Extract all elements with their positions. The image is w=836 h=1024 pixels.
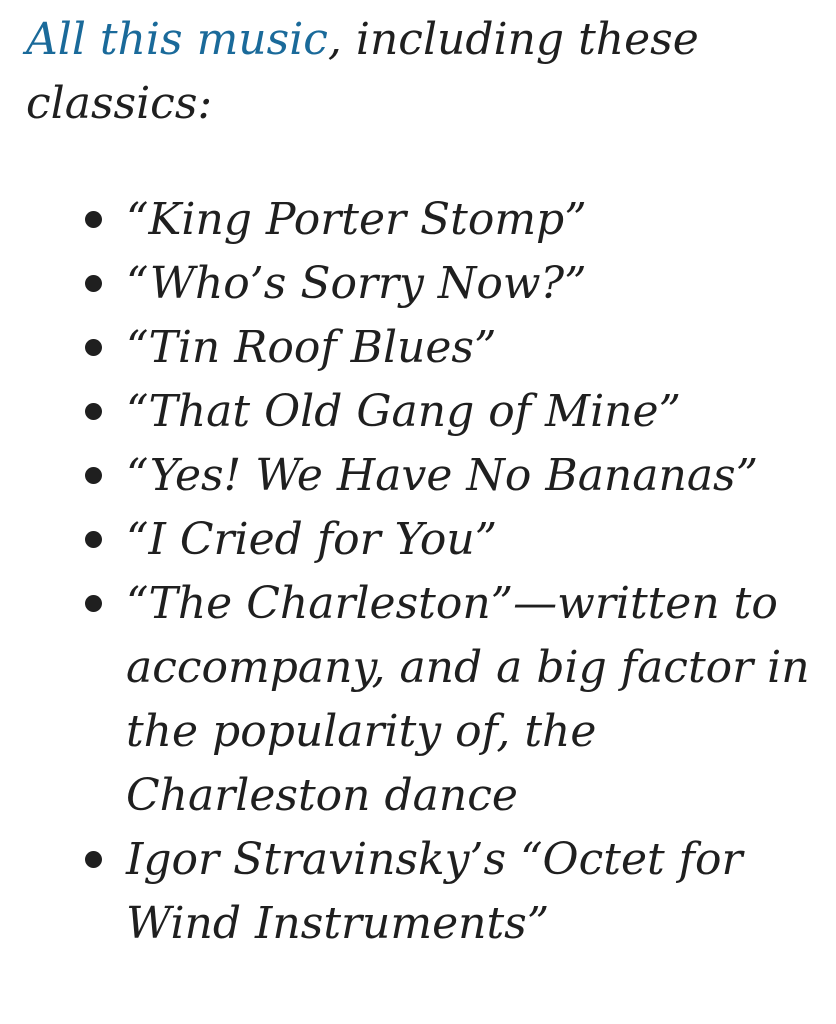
list-item-text: “That Old Gang of Mine”	[126, 386, 682, 437]
list-item-text: “Tin Roof Blues”	[126, 322, 497, 373]
list-item	[126, 444, 816, 508]
list-item-text: “Yes! We Have No Bananas”	[126, 450, 759, 501]
list-item	[126, 188, 816, 252]
list-item	[126, 828, 816, 956]
article-content	[26, 8, 816, 956]
bullet-icon	[85, 403, 102, 420]
bullet-icon	[85, 275, 102, 292]
list-item	[126, 508, 816, 572]
intro-paragraph	[26, 8, 816, 136]
bullet-icon	[85, 467, 102, 484]
list-item	[126, 316, 816, 380]
list-item-text: “Who’s Sorry Now?”	[126, 258, 587, 309]
bullet-icon	[85, 531, 102, 548]
bullet-icon	[85, 211, 102, 228]
bullet-icon	[85, 595, 102, 612]
all-this-music-link[interactable]: All this music	[26, 14, 328, 65]
list-item-text: “I Cried for You”	[126, 514, 498, 565]
list-item-text: Igor Stravinsky’s “Octet for Wind Instruments”	[126, 834, 743, 949]
bullet-icon	[85, 339, 102, 356]
list-item	[126, 380, 816, 444]
bullet-icon	[85, 851, 102, 868]
list-item-text: “King Porter Stomp”	[126, 194, 587, 245]
list-item-text: “The Charleston”—written to accompany, and a big factor in the popularity of, the Charleston dance	[126, 578, 810, 821]
intro-text: , including these classics:	[26, 14, 699, 129]
classics-list	[26, 188, 816, 956]
list-item	[126, 572, 816, 828]
list-item	[126, 252, 816, 316]
